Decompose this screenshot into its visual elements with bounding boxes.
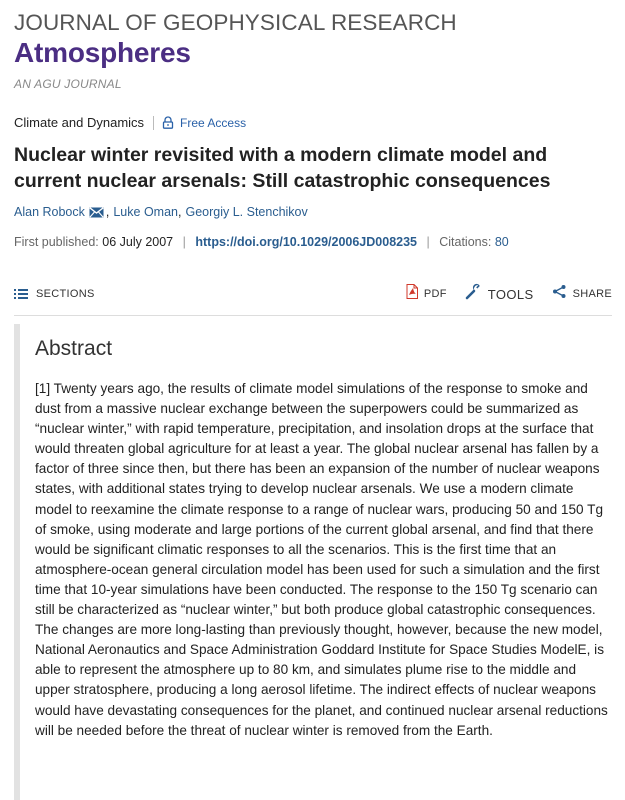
pdf-label: PDF — [423, 288, 447, 300]
mail-icon[interactable] — [89, 207, 104, 218]
share-label: SHARE — [572, 288, 612, 300]
doi-link[interactable]: https://doi.org/10.1029/2006JD008235 — [195, 235, 417, 249]
sections-button[interactable] — [14, 288, 95, 300]
first-published-date: 06 July 2007 — [102, 235, 174, 249]
sections-label: SECTIONS — [36, 288, 95, 300]
author-separator: , — [105, 205, 110, 219]
journal-header[interactable] — [14, 10, 457, 91]
pdf-button[interactable] — [406, 284, 447, 304]
abstract-section — [14, 324, 612, 800]
article-title: Nuclear winter revisited with a modern climate model and current nuclear arsenals: Still catastrophic consequences — [14, 144, 551, 192]
abstract-body: [1] Twenty years ago, the results of climate model simulations of the response to smoke and dust from a massive nuclear exchange between the superpowers could be summarized as “nuclear winter,” with rapid temperature, precipitation, and insolation drops at the surface that would threaten global agriculture for at least a year. The global nuclear arsenal has fallen by a factor of three since then, but there has been an expansion of the number of nuclear weapons states, with additional states trying to develop nuclear arsenals. We use a modern climate model to reexamine the climate response to a range of nuclear wars, producing 50 and 150 Tg of smoke, using moderate and large portions of the current global arsenal, and find that there would be significant climatic responses to all the scenarios. This is the first time that an atmosphere-ocean general circulation model has been used for such a simulation and the first time that 10-year simulations have been conducted. The response to the 150 Tg scenario can still be characterized as “nuclear winter,” but both produce global catastrophic consequences. The changes are more long-lasting than previously thought, however, because the new model, National Aeronautics and Space Administration Goddard Institute for Space Studies ModelE, is able to represent the atmosphere up to 80 km, and simulates plume rise to the middle and upper stratosphere, producing a long aerosol lifetime. The indirect effects of nuclear weapons would have devastating consequences for the planet, and continued nuclear arsenal reductions will be needed before the threat of nuclear winter is removed from the Earth. — [35, 381, 608, 738]
citations-count[interactable]: 80 — [494, 235, 509, 249]
pdf-icon — [406, 284, 418, 304]
share-icon — [552, 284, 567, 304]
journal-name: JOURNAL OF GEOPHYSICAL RESEARCH — [14, 10, 457, 35]
lock-icon — [162, 116, 174, 129]
article-category: Climate and Dynamics — [14, 115, 145, 130]
tools-group — [388, 283, 612, 305]
share-button[interactable] — [552, 284, 612, 304]
free-access-badge: Free Access — [180, 115, 247, 130]
author-list — [14, 205, 308, 219]
pipe-separator: | — [426, 235, 430, 249]
article-meta-row — [14, 115, 246, 130]
article-toolbar — [14, 282, 612, 306]
journal-section: Atmospheres — [14, 37, 191, 68]
pipe-separator: | — [182, 235, 186, 249]
tools-label: TOOLS — [487, 286, 534, 302]
publication-info — [14, 235, 509, 249]
author-separator: , — [177, 205, 182, 219]
abstract-heading: Abstract — [35, 337, 113, 360]
author-link[interactable]: Georgiy L. Stenchikov — [185, 205, 308, 219]
citations-label: Citations: — [439, 235, 492, 249]
journal-tagline: AN AGU JOURNAL — [14, 77, 122, 91]
list-icon — [14, 288, 28, 300]
author-link[interactable]: Luke Oman — [113, 205, 178, 219]
meta-separator — [153, 116, 154, 130]
author-link[interactable]: Alan Robock — [14, 205, 85, 219]
tools-button[interactable] — [465, 283, 534, 305]
wrench-icon — [465, 283, 482, 305]
first-published-label: First published: — [14, 235, 99, 249]
toolbar-divider — [14, 315, 612, 316]
